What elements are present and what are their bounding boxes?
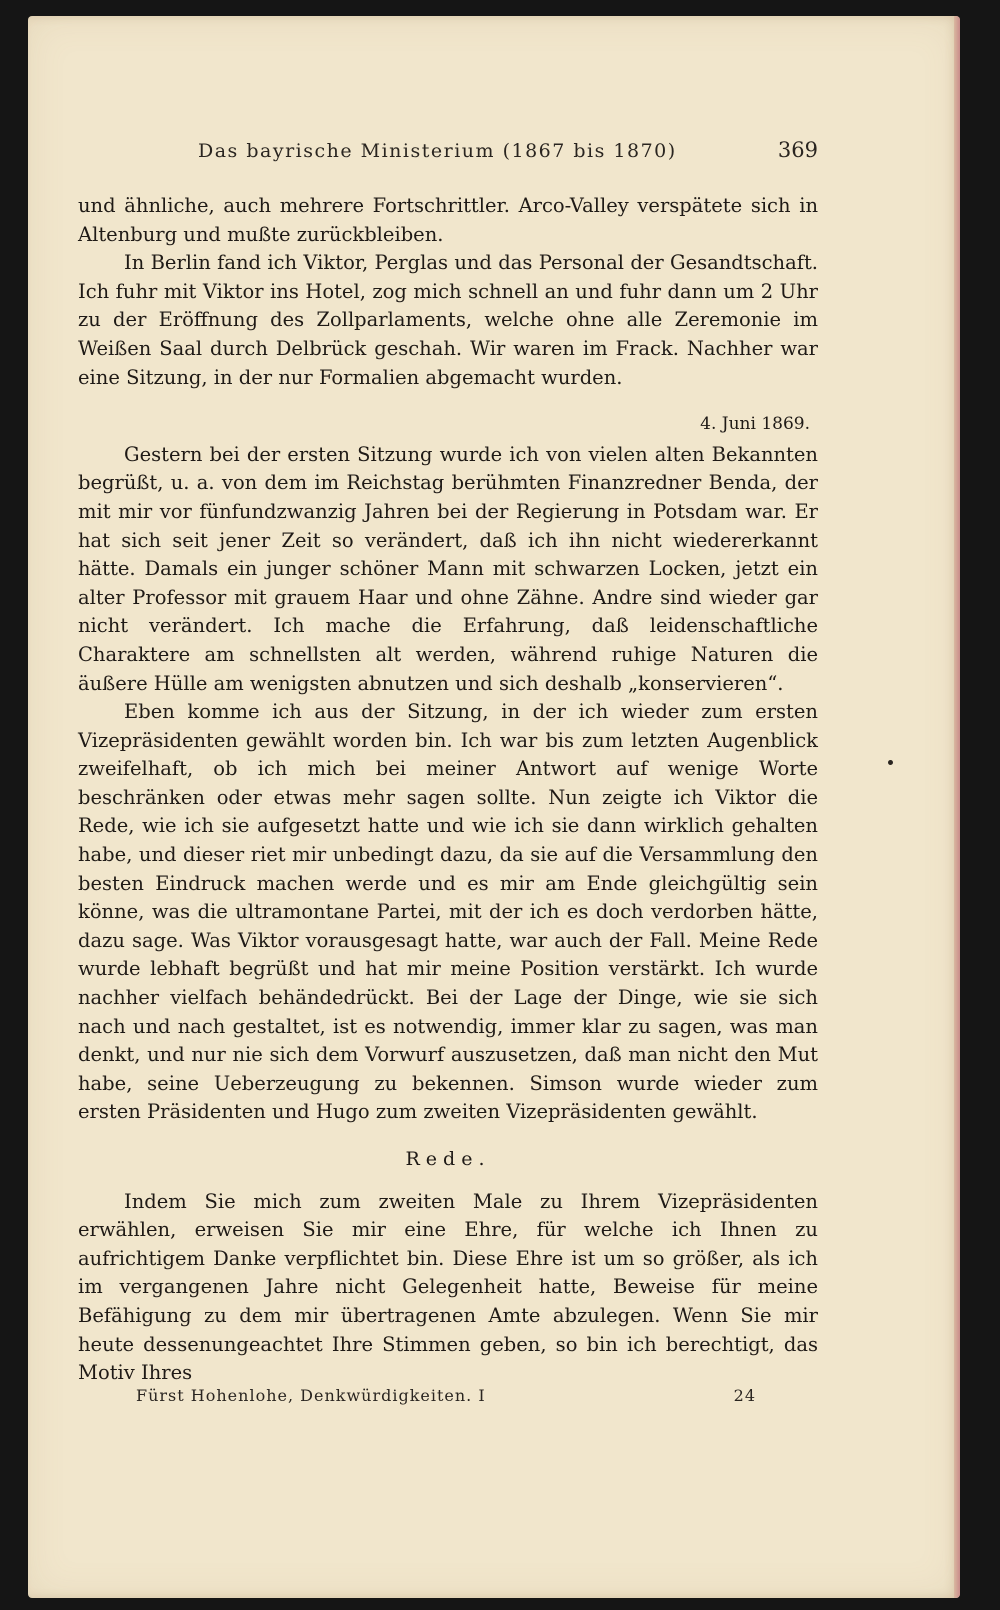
book-page <box>28 16 960 1598</box>
running-title: Das bayrische Ministerium (1867 bis 1870) <box>198 140 677 162</box>
page-number: 369 <box>777 138 818 162</box>
paragraph-berlin: In Berlin fand ich Viktor, Perglas und das Personal der Gesandtschaft. Ich fuhr mit Viktor ins Hotel, zog mich schnell an und fuhr dann um 2 Uhr zu der Eröffnung des Zollparlaments, welche ohne alle Zeremonie im Weißen Saal durch Delbrück geschah. Wir waren im Frack. Nachher war eine Sitzung, in der nur Formalien abgemacht wurden. <box>78 251 818 389</box>
paragraph-vice-president: Eben komme ich aus der Sitzung, in der ich wieder zum ersten Vizepräsidenten gewählt worden bin. Ich war bis zum letzten Augenblick zweifelhaft, ob ich mich bei meiner Antwort auf wenige Worte beschränken oder etwas mehr sagen sollte. Nun zeigte ich Viktor die Rede, wie ich sie aufgesetzt hatte und wie ich sie dann wirklich gehalten habe, und dieser riet mir unbedingt dazu, da sie auf die Versammlung den besten Eindruck machen werde und es mir am Ende gleichgültig sein könne, was die ultramontane Partei, mit der ich es doch verdorben hätte, dazu sage. Was Viktor vorausgesagt hatte, war auch der Fall. Meine Rede wurde lebhaft begrüßt und hat mir meine Position verstärkt. Ich wurde nachher vielfach behändedrückt. Bei der Lage der Dinge, wie sie sich nach und nach gestaltet, ist es notwendig, immer klar zu sagen, was man denkt, und nur nie sich dem Vorwurf auszusetzen, daß man nicht den Mut habe, seine Ueberzeugung zu bekennen. Simson wurde wieder zum ersten Präsidenten und Hugo zum zweiten Vizepräsidenten gewählt. <box>78 700 818 1124</box>
page-edge <box>954 16 960 1598</box>
section-title: Rede. <box>405 1148 491 1170</box>
paragraph-speech: Indem Sie mich zum zweiten Male zu Ihrem Vizepräsidenten erwählen, erweisen Sie mir eine Ehre, für welche ich Ihnen zu aufrichtigem Danke verpflichtet bin. Diese Ehre ist um so größer, als ich im vergangenen Jahre nicht Gelegenheit hatte, Beweise für meine Befähigung zu dem mir übertragenen Amte abzulegen. Wenn Sie mir heute dessenungeachtet Ihre Stimmen geben, so bin ich berechtigt, das Motiv Ihres <box>78 1189 818 1385</box>
page-footer <box>136 1386 756 1405</box>
footer-signature: Fürst Hohenlohe, Denkwürdigkeiten. I <box>136 1386 486 1405</box>
diary-date: 4. Juni 1869. <box>700 414 810 435</box>
paragraph-continuation: und ähnliche, auch mehrere Fortschrittler. Arco-Valley verspätete sich in Altenburg und mußte zurückbleiben. <box>78 194 818 246</box>
page-body <box>78 192 818 1388</box>
footer-sheet-number: 24 <box>733 1386 756 1405</box>
running-header <box>198 138 818 172</box>
ink-dot-mark <box>888 760 893 765</box>
paragraph-first-session: Gestern bei der ersten Sitzung wurde ich von vielen alten Bekannten begrüßt, u. a. von dem im Reichstag berühmten Finanzredner Benda, der mit mir vor fünfundzwanzig Jahren bei der Regierung in Potsdam war. Er hat sich seit jener Zeit so verändert, daß ich ihn nicht wiedererkannt hätte. Damals ein junger schöner Mann mit schwarzen Locken, jetzt ein alter Professor mit grauem Haar und ohne Zähne. Andre sind wieder gar nicht verändert. Ich mache die Erfahrung, daß leidenschaftliche Charaktere am schnellsten alt werden, während ruhige Naturen die äußere Hülle am wenigsten abnutzen und sich deshalb „konservieren“. <box>78 442 818 695</box>
